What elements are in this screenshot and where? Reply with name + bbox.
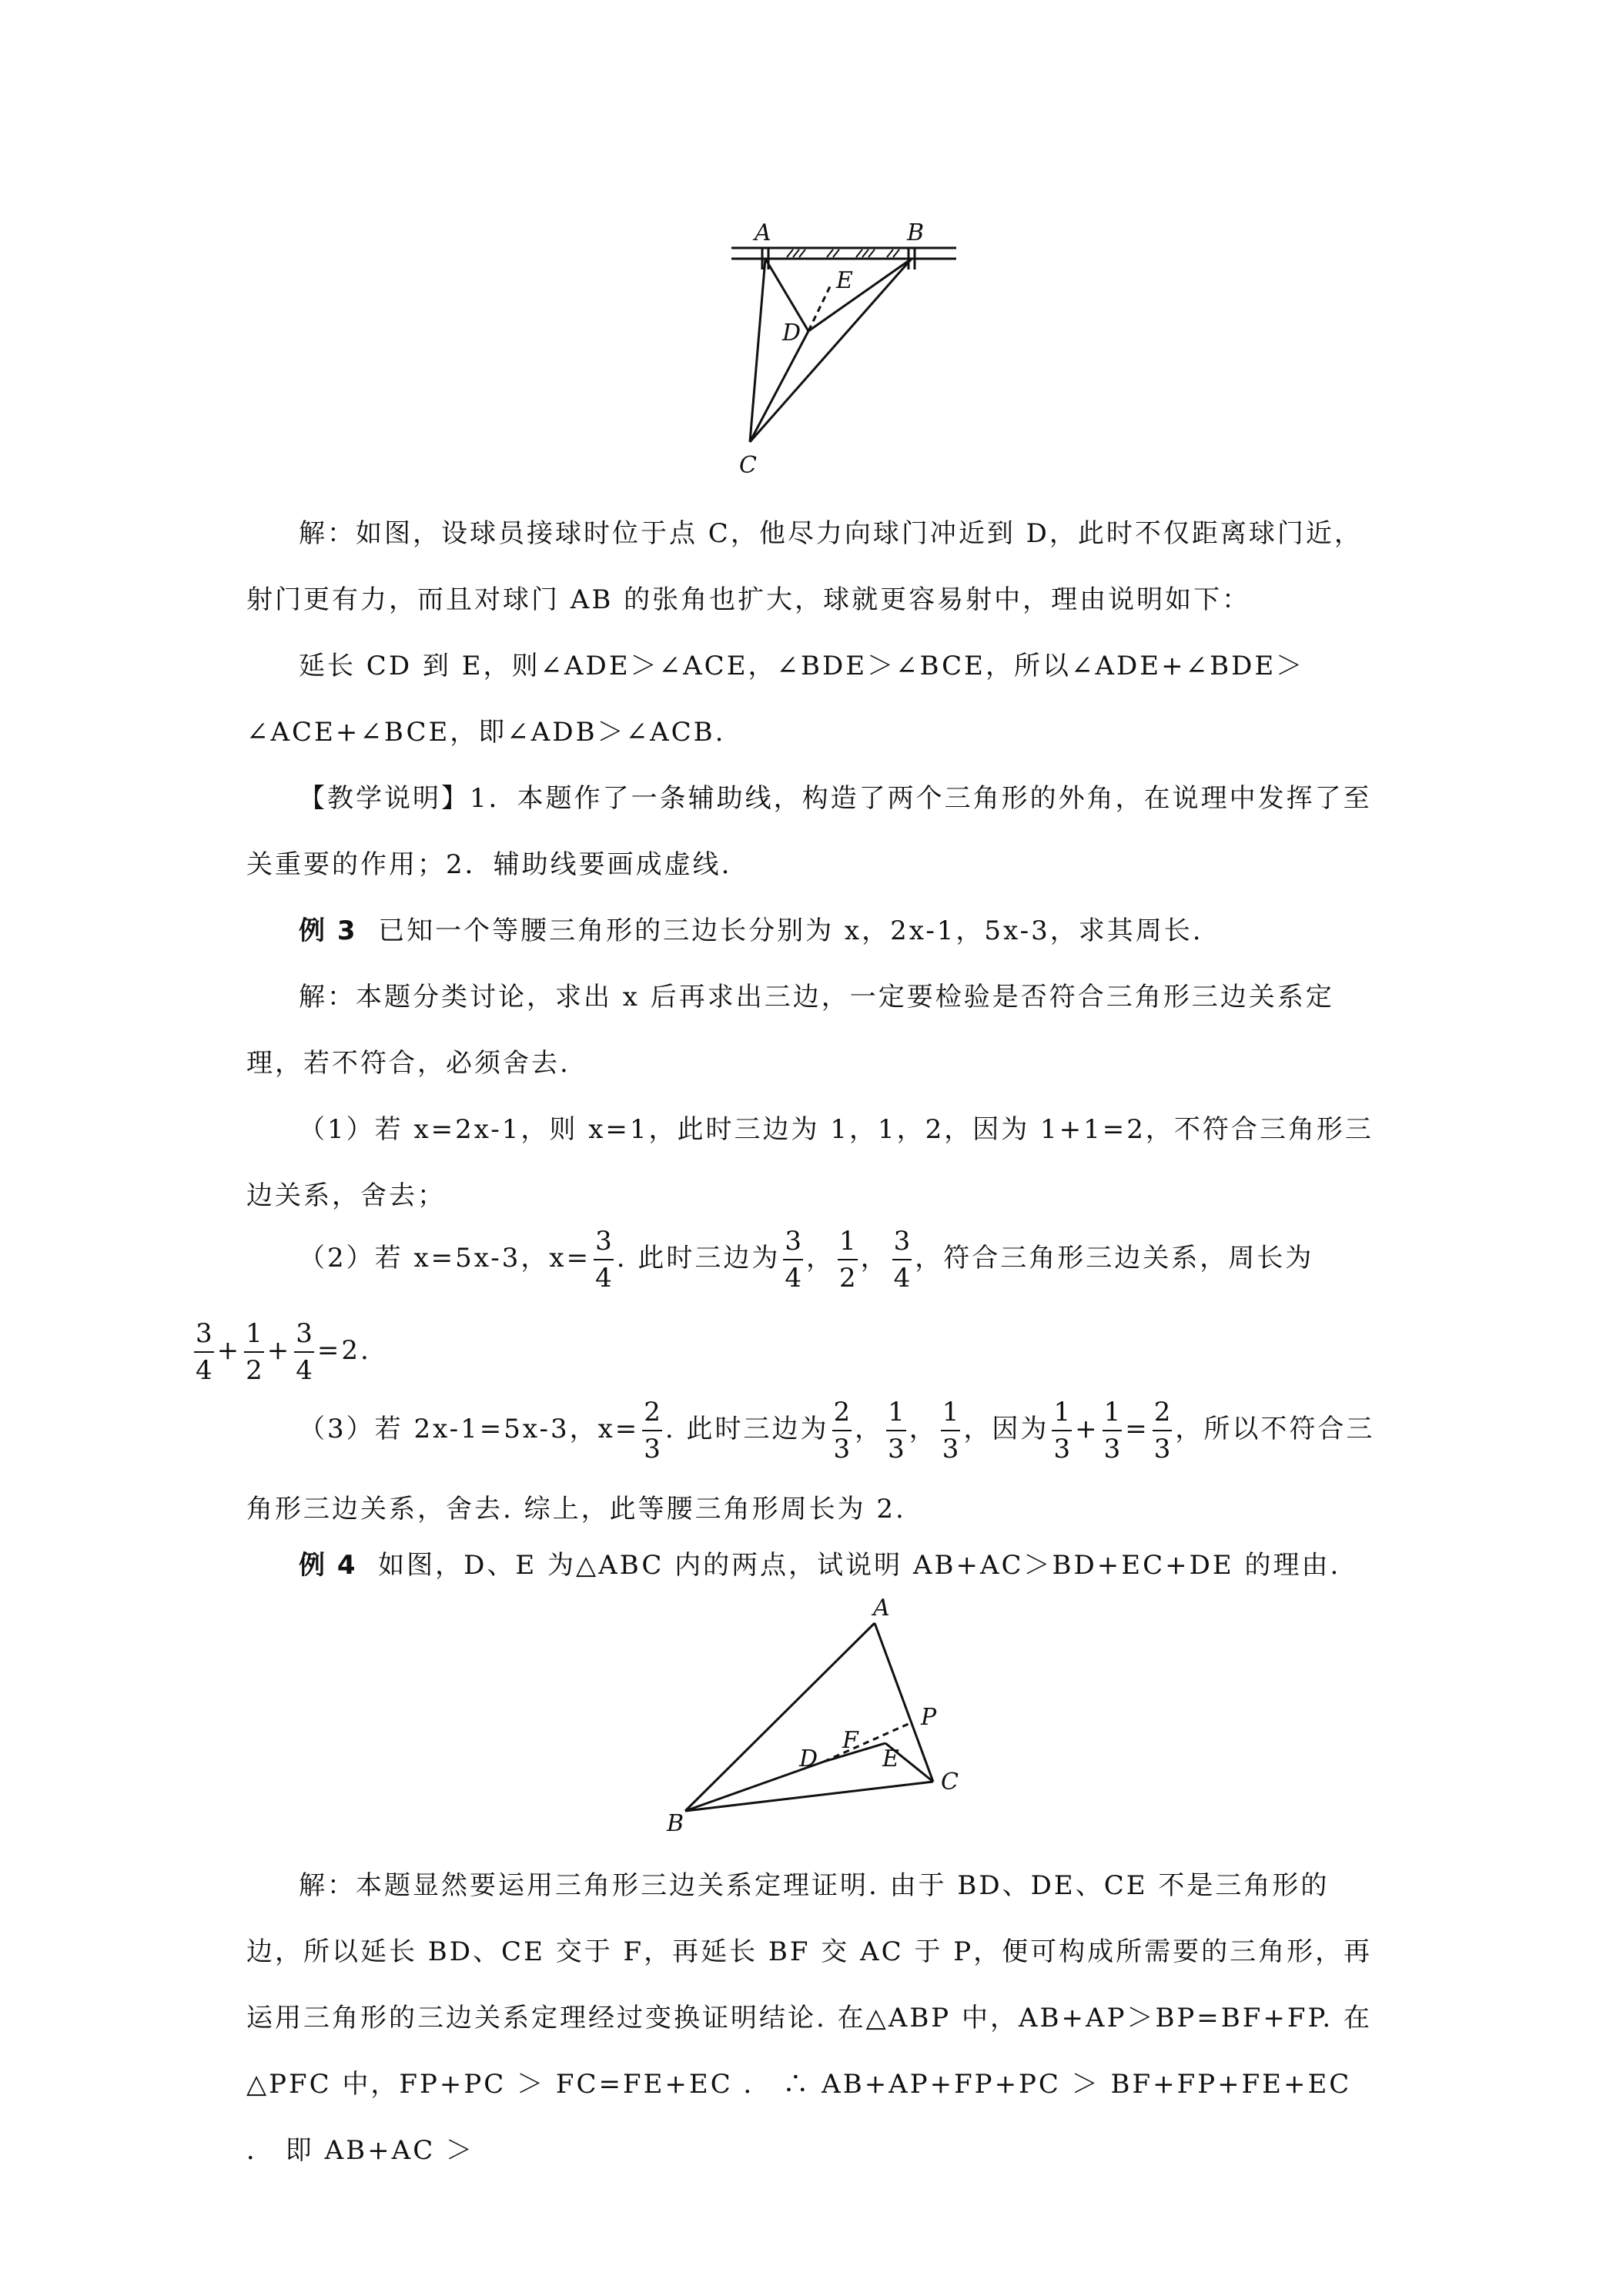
fraction-den: 4 [296, 1355, 313, 1386]
fraction [1153, 1394, 1173, 1467]
fraction-num: 1 [886, 1394, 906, 1431]
case3-text-f: + [1075, 1414, 1099, 1444]
label-a: A [873, 1595, 890, 1622]
fraction [892, 1223, 912, 1296]
example3-solution-intro: 解：本题分类讨论，求出 x 后再求出三边，一定要检验是否符合三角形三边关系定理，若不符合，必须舍去. [246, 982, 1334, 1079]
example3-statement [246, 898, 1386, 964]
example3-case2 [196, 1212, 1386, 1397]
fraction [194, 1316, 214, 1388]
fraction [1052, 1394, 1072, 1467]
fraction-den: 4 [196, 1355, 212, 1386]
fraction-num: 2 [642, 1394, 662, 1431]
triangle-abc-figure [654, 1594, 978, 1848]
label-e: E [882, 1745, 899, 1772]
fraction-den: 3 [888, 1434, 905, 1464]
label-e: E [836, 267, 853, 294]
fraction-num: 1 [838, 1223, 858, 1260]
label-b: B [667, 1810, 684, 1837]
label-p: P [921, 1704, 937, 1731]
fraction-den: 2 [246, 1355, 263, 1386]
fraction-den: 4 [595, 1263, 612, 1294]
case2-text-c: ， [806, 1243, 835, 1274]
fraction-num: 1 [244, 1316, 264, 1353]
example3-case1: （1）若 x=2x-1，则 x=1，此时三边为 1，1，2，因为 1+1=2，不符合三角形三边关系，舍去； [246, 1114, 1374, 1211]
case2-text-a: （2）若 x=5x-3，x= [299, 1243, 591, 1274]
fraction [832, 1394, 852, 1467]
fraction [244, 1316, 264, 1388]
case3-text-e: ，因为 [963, 1414, 1049, 1444]
solution1-line1: 解：如图，设球员接球时位于点 C，他尽力向球门冲近到 D，此时不仅距离球门近，射门更有力，而且对球门 AB 的张角也扩大，球就更容易射中，理由说明如下： [246, 518, 1363, 615]
fraction-num: 1 [1103, 1394, 1123, 1431]
fraction-num: 3 [194, 1316, 214, 1353]
example3-label: 例 3 [299, 915, 357, 946]
case2-text-f: + [216, 1335, 242, 1366]
example4-statement [246, 1532, 1386, 1598]
case2-text-g: + [266, 1335, 292, 1366]
case2-text-d: ， [860, 1243, 889, 1274]
fraction [886, 1394, 906, 1467]
segment-cb [750, 259, 912, 442]
fraction-num: 3 [783, 1223, 803, 1260]
fraction [294, 1316, 314, 1388]
example4-solution: 解：本题显然要运用三角形三边关系定理证明. 由于 BD、DE、CE 不是三角形的边，所以延长 BD、CE 交于 F，再延长 BF 交 AC 于 P，便可构成所需要的三角形，再运用三角形的三边关系定理经过变换证明结论. 在△ABP 中，AB+AP＞BP=BF+FP. 在△PFC 中，FP+PC ＞ FC=FE+EC ． ∴ AB+AP+FP+PC ＞ BF+FP+FE+EC ． 即 AB+AC ＞ [246, 1870, 1373, 2166]
fraction-num: 3 [594, 1223, 614, 1260]
case3-text-d: ， [909, 1414, 938, 1444]
example4-label: 例 4 [299, 1550, 357, 1581]
fraction-num: 2 [832, 1394, 852, 1431]
teaching-note: 【教学说明】1．本题作了一条辅助线，构造了两个三角形的外角，在说理中发挥了至关重要的作用；2．辅助线要画成虚线. [246, 783, 1372, 880]
case3-text-c: ， [855, 1414, 884, 1444]
fraction-num: 3 [892, 1223, 912, 1260]
fraction [594, 1223, 614, 1296]
fraction-den: 3 [833, 1434, 851, 1464]
goal-angle-figure [724, 208, 986, 493]
label-a: A [755, 219, 771, 246]
fraction [783, 1223, 803, 1296]
fraction [1103, 1394, 1123, 1467]
label-d: D [799, 1745, 818, 1772]
case3-text-g: = [1125, 1414, 1149, 1444]
label-c: C [739, 452, 757, 479]
fraction [838, 1223, 858, 1296]
fraction-den: 3 [644, 1434, 661, 1464]
label-f: F [842, 1727, 858, 1754]
label-c: C [941, 1769, 959, 1796]
fraction [941, 1394, 961, 1467]
case2-text-b: . 此时三边为 [616, 1243, 781, 1274]
segment-db [808, 259, 912, 331]
label-b: B [907, 219, 925, 246]
fraction-den: 3 [1153, 1434, 1171, 1464]
example4-text: 如图，D、E 为△ABC 内的两点，试说明 AB+AC＞BD+EC+DE 的理由. [378, 1550, 1341, 1581]
fraction-den: 2 [839, 1263, 856, 1294]
fraction-num: 3 [294, 1316, 314, 1353]
fraction-den: 3 [942, 1434, 959, 1464]
fraction-num: 1 [941, 1394, 961, 1431]
case3-text-h: ，所以不符合三角形三边关系，舍去. 综上，此等腰三角形周长为 2. [246, 1414, 1375, 1525]
fraction-den: 3 [1103, 1434, 1121, 1464]
fraction-num: 1 [1052, 1394, 1072, 1431]
fraction-den: 4 [893, 1263, 911, 1294]
case2-text-h: =2. [316, 1335, 371, 1366]
fraction-den: 4 [785, 1263, 802, 1294]
example3-text: 已知一个等腰三角形的三边长分别为 x，2x-1，5x-3，求其周长. [378, 915, 1203, 946]
fraction-den: 3 [1053, 1434, 1071, 1464]
segment-bc [685, 1782, 933, 1811]
solution1-line2: 延长 CD 到 E，则∠ADE＞∠ACE，∠BDE＞∠BCE，所以∠ADE+∠BDE＞∠ACE+∠BCE，即∠ADB＞∠ACB. [246, 651, 1305, 748]
goal-net-hatch [787, 249, 899, 257]
case2-text-e: ，符合三角形三边关系，周长为 [915, 1243, 1314, 1274]
case3-text-b: . 此时三边为 [664, 1414, 829, 1444]
segment-ab [685, 1623, 875, 1811]
example3-case3 [246, 1389, 1386, 1549]
segment-ca [750, 259, 765, 442]
label-d: D [782, 320, 801, 346]
fraction [642, 1394, 662, 1467]
case3-text-a: （3）若 2x-1=5x-3，x= [299, 1414, 640, 1444]
fraction-num: 2 [1153, 1394, 1173, 1431]
